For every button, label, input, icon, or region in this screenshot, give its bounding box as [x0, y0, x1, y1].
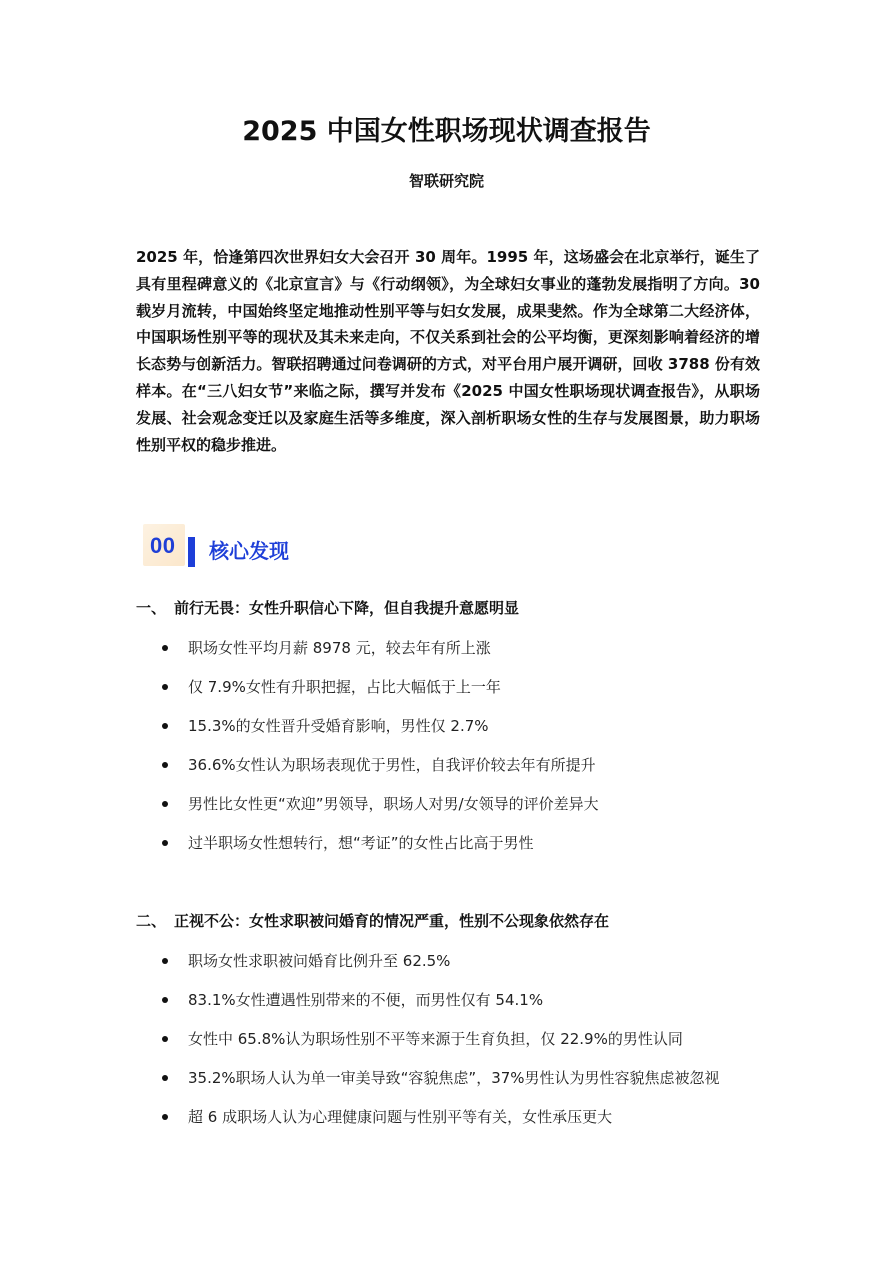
- bullet-icon: [162, 684, 168, 690]
- list-item: 男性比女性更“欢迎”男领导，职场人对男/女领导的评价差异大: [162, 793, 782, 832]
- section-accent-bar: [188, 537, 195, 567]
- bullet-icon: [162, 723, 168, 729]
- subsection-heading-1: [136, 597, 519, 619]
- list-item: 职场女性求职被问婚育比例升至 62.5%: [162, 950, 782, 989]
- list-item: 83.1%女性遭遇性别带来的不便，而男性仅有 54.1%: [162, 989, 782, 1028]
- bullet-list-1: [162, 637, 782, 871]
- bullet-icon: [162, 1075, 168, 1081]
- list-item: 职场女性平均月薪 8978 元，较去年有所上涨: [162, 637, 782, 676]
- list-item: 15.3%的女性晋升受婚育影响，男性仅 2.7%: [162, 715, 782, 754]
- bullet-icon: [162, 801, 168, 807]
- list-item: 过半职场女性想转行，想“考证”的女性占比高于男性: [162, 832, 782, 871]
- section-title: 核心发现: [209, 539, 289, 563]
- bullet-icon: [162, 1114, 168, 1120]
- section-header: [143, 524, 343, 570]
- bullet-list-2: [162, 950, 782, 1145]
- section-number: 00: [150, 533, 176, 558]
- report-title: 2025 中国女性职场现状调查报告: [242, 116, 651, 147]
- subsection-number: 一、: [136, 599, 167, 617]
- list-item: 女性中 65.8%认为职场性别不平等来源于生育负担，仅 22.9%的男性认同: [162, 1028, 782, 1067]
- bullet-icon: [162, 762, 168, 768]
- bullet-icon: [162, 1036, 168, 1042]
- subsection-title: 前行无畏：女性升职信心下降，但自我提升意愿明显: [174, 599, 520, 617]
- report-author: 智联研究院: [408, 172, 484, 190]
- bullet-icon: [162, 958, 168, 964]
- subsection-title: 正视不公：女性求职被问婚育的情况严重，性别不公现象依然存在: [174, 912, 610, 930]
- bullet-icon: [162, 840, 168, 846]
- intro-paragraph: 2025 年，恰逢第四次世界妇女大会召开 30 周年。1995 年，这场盛会在北京举行，诞生了具有里程碑意义的《北京宣言》与《行动纲领》，为全球妇女事业的蓬勃发展指明了方向。30 载岁月流转，中国始终坚定地推动性别平等与妇女发展，成果斐然。作为全球第二大经济体，中国职场性别平等的现状及其未来走向，不仅关系到社会的公平均衡，更深刻影响着经济的增长态势与创新活力。智联招聘通过问卷调研的方式，对平台用户展开调研，回收 3788 份有效样本。在“三八妇女节”来临之际，撰写并发布《2025 中国女性职场现状调查报告》，从职场发展、社会观念变迁以及家庭生活等多维度，深入剖析职场女性的生存与发展图景，助力职场性别平权的稳步推进。: [136, 248, 760, 454]
- subsection-heading-2: [136, 910, 609, 932]
- subsection-number: 二、: [136, 912, 167, 930]
- list-item: 仅 7.9%女性有升职把握，占比大幅低于上一年: [162, 676, 782, 715]
- list-item: 超 6 成职场人认为心理健康问题与性别平等有关，女性承压更大: [162, 1106, 782, 1145]
- bullet-icon: [162, 997, 168, 1003]
- list-item: 35.2%职场人认为单一审美导致“容貌焦虑”，37%男性认为男性容貌焦虑被忽视: [162, 1067, 782, 1106]
- bullet-icon: [162, 645, 168, 651]
- list-item: 36.6%女性认为职场表现优于男性，自我评价较去年有所提升: [162, 754, 782, 793]
